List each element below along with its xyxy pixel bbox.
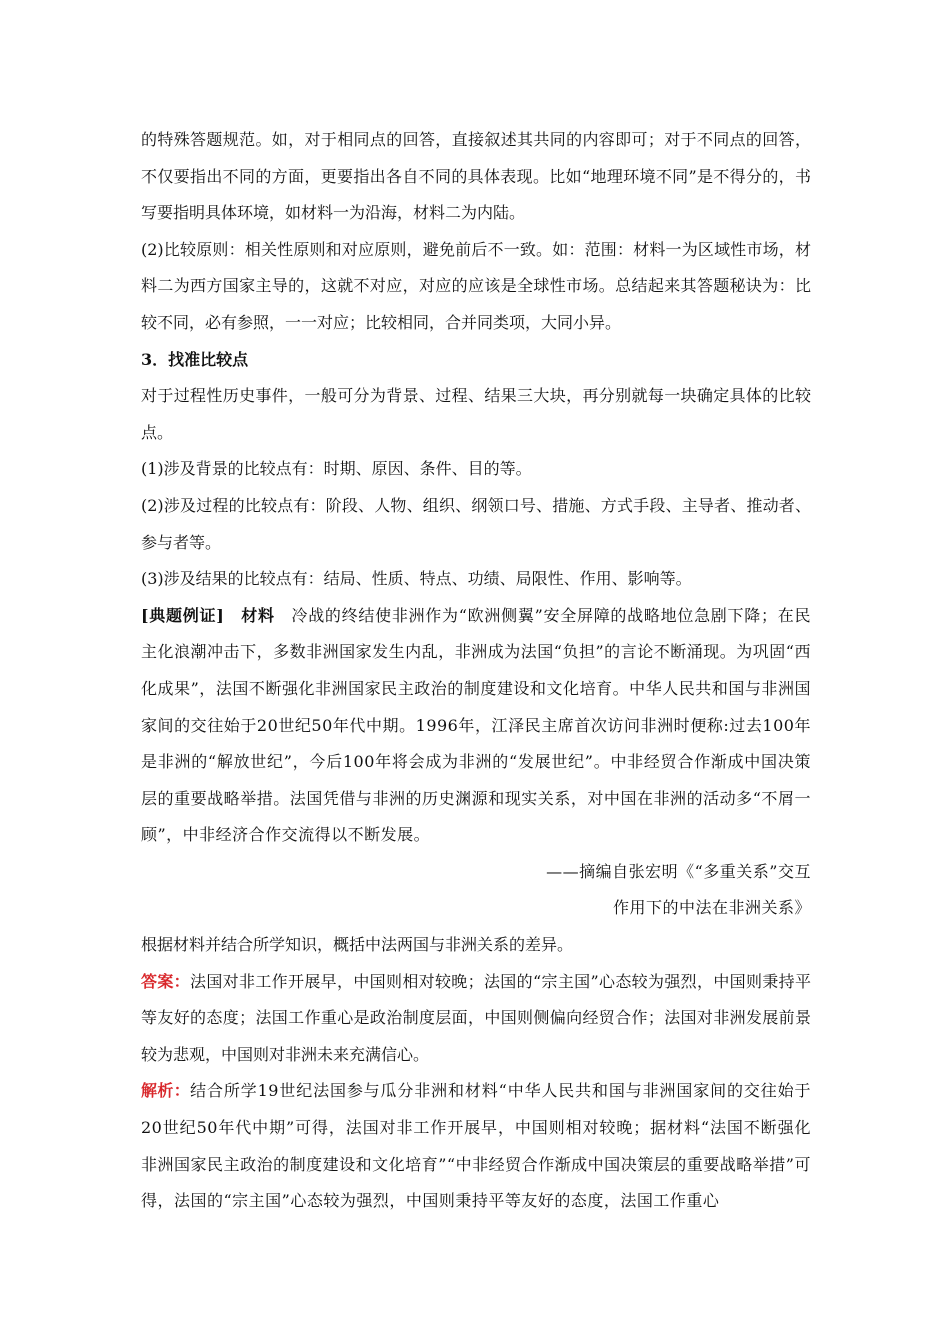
material-label: 材料 bbox=[241, 605, 275, 625]
principle-paragraph: (2)比较原则：相关性原则和对应原则，避免前后不一致。如：范围：材料一为区域性市场，材料二为西方国家主导的，这就不对应，对应的应该是全球性市场。总结起来其答题秘诀为：比较不同，必有参照，一一对应；比较相同，合并同类项，大同小异。 bbox=[141, 239, 811, 332]
comparison-item-background: (1)涉及背景的比较点有：时期、原因、条件、目的等。 bbox=[141, 459, 532, 479]
example-material bbox=[141, 598, 811, 854]
intro-paragraph: 的特殊答题规范。如，对于相同点的回答，直接叙述其共同的内容即可；对于不同点的回答，不仅要指出不同的方面，更要指出各自不同的具体表现。比如“地理环境不同”是不得分的，书写要指明具体环境，如材料一为沿海，材料二为内陆。 bbox=[141, 130, 811, 223]
source-citation-line1: ——摘编自张宏明《“多重关系”交互 bbox=[546, 861, 811, 881]
answer-text: 法国对非工作开展早，中国则相对较晚；法国的“宗主国”心态较为强烈，中国则秉持平等友好的态度；法国工作重心是政治制度层面，中国则侧偏向经贸合作；法国对非洲发展前景较为悲观，中国则对非洲未来充满信心。 bbox=[141, 971, 811, 1064]
section-heading: 3．找准比较点 bbox=[141, 349, 249, 369]
material-text: 冷战的终结使非洲作为“欧洲侧翼”安全屏障的战略地位急剧下降；在民主化浪潮冲击下，多数非洲国家发生内乱，非洲成为法国“负担”的言论不断涌现。为巩固“西化成果”，法国不断强化非洲国家民主政治的制度建设和文化培育。中华人民共和国与非洲国家间的交往始于20世纪50年代中期。1996年，江泽民主席首次访问非洲时便称:过去100年是非洲的“解放世纪”，今后100年将会成为非洲的“发展世纪”。中非经贸合作渐成中国决策层的重要战略举措。法国凭借与非洲的历史渊源和现实关系，对中国在非洲的活动多“不屑一顾”，中非经济合作交流得以不断发展。 bbox=[141, 605, 811, 845]
analysis-text: 结合所学19世纪法国参与瓜分非洲和材料“中华人民共和国与非洲国家间的交往始于20世纪50年代中期”可得，法国对非工作开展早，中国则相对较晚；据材料“法国不断强化非洲国家民主政治的制度建设和文化培育”“中非经贸合作渐成中国决策层的重要战略举措”可得，法国的“宗主国”心态较为强烈，中国则秉持平等友好的态度，法国工作重心 bbox=[141, 1081, 811, 1211]
comparison-item-process: (2)涉及过程的比较点有：阶段、人物、组织、纲领口号、措施、方式手段、主导者、推动者、参与者等。 bbox=[141, 495, 811, 552]
analysis-paragraph bbox=[141, 1073, 811, 1219]
document-content bbox=[141, 122, 811, 1220]
question-text: 根据材料并结合所学知识，概括中法两国与非洲关系的差异。 bbox=[141, 935, 574, 955]
comparison-item-result: (3)涉及结果的比较点有：结局、性质、特点、功绩、局限性、作用、影响等。 bbox=[141, 569, 692, 589]
answer-paragraph bbox=[141, 964, 811, 1074]
example-label: [典题例证] bbox=[141, 605, 225, 625]
analysis-label: 解析： bbox=[141, 1081, 191, 1101]
source-citation-line2: 作用下的中法在非洲关系》 bbox=[612, 898, 811, 918]
answer-label: 答案： bbox=[141, 971, 190, 991]
section-intro: 对于过程性历史事件，一般可分为背景、过程、结果三大块，再分别就每一块确定具体的比较点。 bbox=[141, 386, 811, 442]
